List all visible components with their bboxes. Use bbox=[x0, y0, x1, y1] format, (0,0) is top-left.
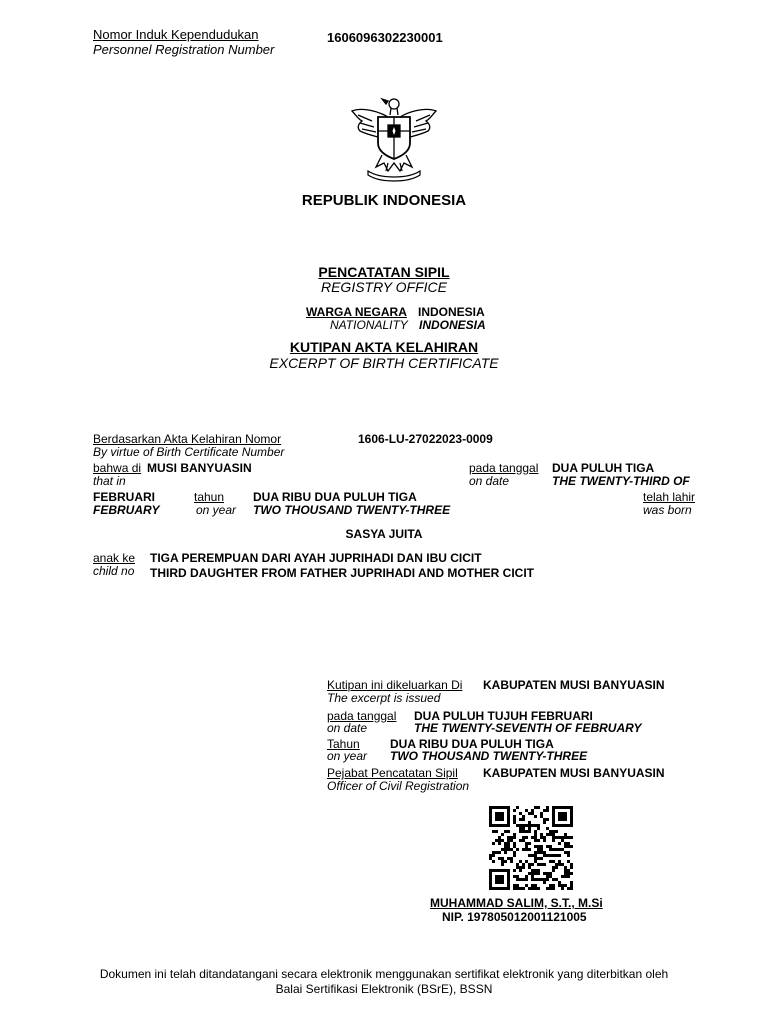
nik-label: Nomor Induk Kependudukan bbox=[93, 27, 259, 42]
issued-year-label-en: on year bbox=[327, 749, 368, 763]
child-order-value: TIGA PEREMPUAN DARI AYAH JUPRIHADI DAN IBU CICIT bbox=[150, 551, 482, 565]
born-label-en: was born bbox=[643, 503, 692, 517]
issued-place-label-en: The excerpt is issued bbox=[327, 691, 441, 705]
officer-label: Pejabat Pencatatan Sipil bbox=[327, 766, 458, 780]
country-title: REPUBLIK INDONESIA bbox=[301, 192, 467, 209]
birth-date-label-en: on date bbox=[469, 474, 510, 488]
child-order-label: anak ke bbox=[93, 551, 136, 565]
signatory-nip: NIP. 197805012001121005 bbox=[442, 910, 587, 924]
issued-place-value: KABUPATEN MUSI BANYUASIN bbox=[483, 678, 665, 692]
office-title: PENCATATAN SIPIL bbox=[318, 264, 450, 280]
issued-place-label: Kutipan ini dikeluarkan Di bbox=[327, 678, 463, 692]
birth-place-label-en: that in bbox=[93, 474, 126, 488]
issued-year-label: Tahun bbox=[327, 737, 360, 751]
nationality-label-en: NATIONALITY bbox=[330, 318, 408, 332]
birth-date-value: DUA PULUH TIGA bbox=[552, 461, 655, 475]
nationality-label: WARGA NEGARA bbox=[306, 305, 407, 319]
issued-date-label: pada tanggal bbox=[327, 709, 397, 723]
birth-place-label: bahwa di bbox=[93, 461, 142, 475]
issued-date-value: DUA PULUH TUJUH FEBRUARI bbox=[414, 709, 593, 723]
cert-number-label: Berdasarkan Akta Kelahiran Nomor bbox=[93, 432, 282, 446]
birth-year-value: DUA RIBU DUA PULUH TIGA bbox=[253, 490, 417, 504]
issued-year-value-en: TWO THOUSAND TWENTY-THREE bbox=[390, 749, 588, 763]
issued-year-value: DUA RIBU DUA PULUH TIGA bbox=[390, 737, 554, 751]
garuda-emblem-icon bbox=[348, 93, 440, 189]
birth-month-value: FEBRUARI bbox=[93, 490, 155, 504]
birth-date-label: pada tanggal bbox=[469, 461, 539, 475]
footer-note-line2: Balai Sertifikasi Elektronik (BSrE), BSSN bbox=[275, 982, 493, 996]
signatory-name: MUHAMMAD SALIM, S.T., M.Si bbox=[430, 896, 603, 910]
nationality-value: INDONESIA bbox=[418, 305, 485, 319]
document-title-en: EXCERPT OF BIRTH CERTIFICATE bbox=[269, 355, 499, 371]
birth-place-value: MUSI BANYUASIN bbox=[147, 461, 252, 475]
office-title-en: REGISTRY OFFICE bbox=[320, 279, 447, 295]
nik-label-en: Personnel Registration Number bbox=[93, 42, 275, 57]
issued-date-label-en: on date bbox=[327, 721, 368, 735]
birth-date-value-en: THE TWENTY-THIRD OF bbox=[552, 474, 690, 488]
nik-value: 1606096302230001 bbox=[327, 30, 443, 45]
officer-value: KABUPATEN MUSI BANYUASIN bbox=[483, 766, 665, 780]
child-order-label-en: child no bbox=[93, 564, 135, 578]
birth-month-value-en: FEBRUARY bbox=[93, 503, 160, 517]
officer-label-en: Officer of Civil Registration bbox=[327, 779, 470, 793]
birth-year-label-en: on year bbox=[196, 503, 237, 517]
cert-number-value: 1606-LU-27022023-0009 bbox=[358, 432, 493, 446]
cert-number-label-en: By virtue of Birth Certificate Number bbox=[93, 445, 285, 459]
birth-year-label: tahun bbox=[194, 490, 225, 504]
birth-year-value-en: TWO THOUSAND TWENTY-THREE bbox=[253, 503, 451, 517]
qr-code-icon bbox=[489, 806, 573, 894]
footer-note-line1: Dokumen ini telah ditandatangani secara elektronik menggunakan sertifikat elektronik yang diterbitkan oleh bbox=[99, 967, 669, 981]
nationality-value-en: INDONESIA bbox=[419, 318, 486, 332]
born-label: telah lahir bbox=[643, 490, 696, 504]
issued-date-value-en: THE TWENTY-SEVENTH OF FEBRUARY bbox=[414, 721, 642, 735]
document-title: KUTIPAN AKTA KELAHIRAN bbox=[289, 339, 479, 355]
child-order-value-en: THIRD DAUGHTER FROM FATHER JUPRIHADI AND MOTHER CICIT bbox=[150, 566, 534, 580]
child-name: SASYA JUITA bbox=[345, 527, 423, 541]
